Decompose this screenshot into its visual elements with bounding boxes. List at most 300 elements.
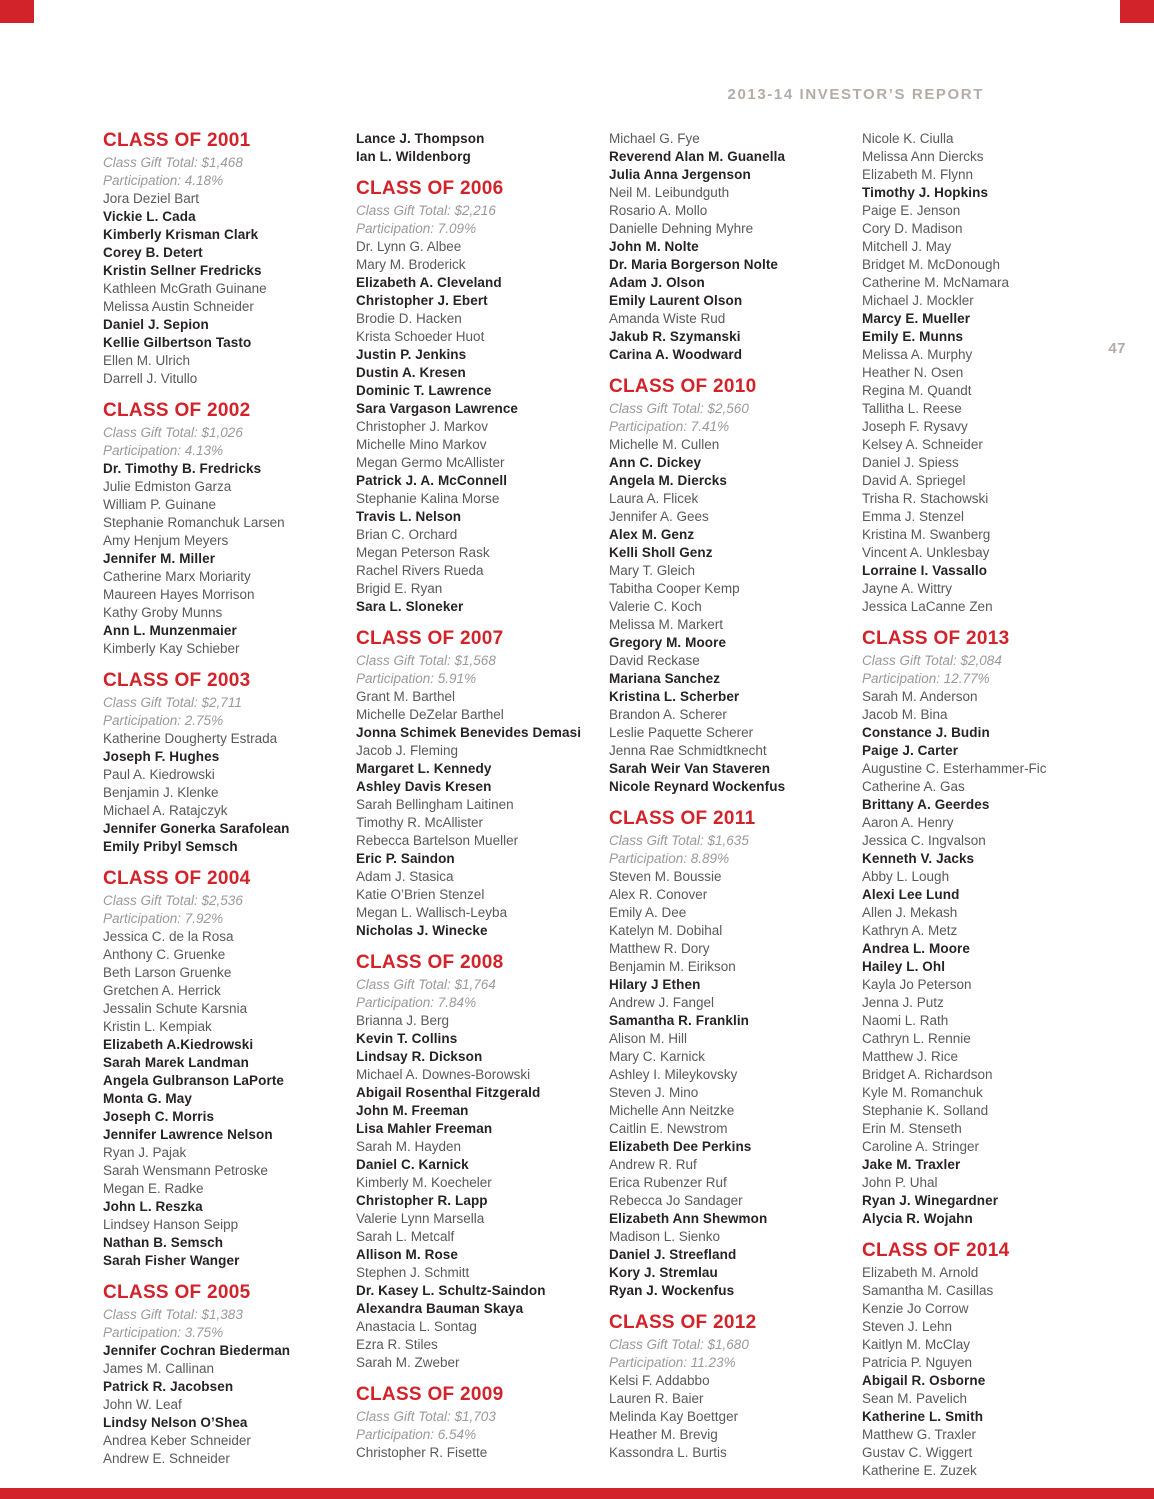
donor-name-list xyxy=(103,928,340,1270)
class-gift-total: Class Gift Total: $1,026 xyxy=(103,425,243,440)
donor-name: Brigid E. Ryan xyxy=(356,581,443,596)
donor-name: Jora Deziel Bart xyxy=(103,191,200,206)
class-section xyxy=(356,952,593,1372)
donor-name-list xyxy=(356,1012,593,1372)
donor-name: Melinda Kay Boettger xyxy=(609,1409,739,1424)
donor-name: Benjamin M. Eirikson xyxy=(609,959,736,974)
donor-name: Kevin T. Collins xyxy=(356,1031,458,1046)
donor-name: Regina M. Quandt xyxy=(862,383,972,398)
donor-name: Joseph F. Rysavy xyxy=(862,419,968,434)
donor-name: Mitchell J. May xyxy=(862,239,952,254)
donor-name: Jessalin Schute Karsnia xyxy=(103,1001,248,1016)
donor-name: Kellie Gilbertson Tasto xyxy=(103,335,252,350)
donor-name: Maureen Hayes Morrison xyxy=(103,587,255,602)
class-participation: Participation: 4.13% xyxy=(103,443,224,458)
donor-name-list xyxy=(103,1342,340,1468)
donor-name: Danielle Dehning Myhre xyxy=(609,221,754,236)
donor-name: Andrew J. Fangel xyxy=(609,995,715,1010)
donor-name: Adam J. Stasica xyxy=(356,869,454,884)
donor-name: Rosario A. Mollo xyxy=(609,203,708,218)
class-section xyxy=(609,1312,846,1462)
donor-name: Timothy J. Hopkins xyxy=(862,185,989,200)
donor-name: Gregory M. Moore xyxy=(609,635,727,650)
donor-name: Daniel J. Spiess xyxy=(862,455,959,470)
donor-name: Melissa A. Murphy xyxy=(862,347,973,362)
donor-name: Andrew E. Schneider xyxy=(103,1451,230,1466)
page-number: 47 xyxy=(1108,340,1126,357)
donor-name: Emily A. Dee xyxy=(609,905,687,920)
donor-name: Alex M. Genz xyxy=(609,527,695,542)
donor-name: Abby L. Lough xyxy=(862,869,950,884)
donor-name: Kimberly Krisman Clark xyxy=(103,227,259,242)
donor-name: Beth Larson Gruenke xyxy=(103,965,232,980)
donor-name: David Reckase xyxy=(609,653,700,668)
class-section-title: CLASS OF 2006 xyxy=(356,178,504,199)
donor-name: John P. Uhal xyxy=(862,1175,938,1190)
donor-name: Nicholas J. Winecke xyxy=(356,923,488,938)
donor-name-list xyxy=(609,1372,846,1462)
donor-name: Emma J. Stenzel xyxy=(862,509,965,524)
donor-name: Cory D. Madison xyxy=(862,221,963,236)
donor-name-list xyxy=(103,190,340,388)
donor-name-list xyxy=(862,688,1099,1228)
donor-name: Brandon A. Scherer xyxy=(609,707,727,722)
donor-name: Madison L. Sienko xyxy=(609,1229,721,1244)
donor-name: Adam J. Olson xyxy=(609,275,705,290)
donor-name: Dustin A. Kresen xyxy=(356,365,466,380)
donor-name: Kenneth V. Jacks xyxy=(862,851,975,866)
donor-name: Megan Peterson Rask xyxy=(356,545,490,560)
donor-name: Matthew G. Traxler xyxy=(862,1427,977,1442)
donor-name: Valerie C. Koch xyxy=(609,599,702,614)
column-4 xyxy=(862,130,1115,1480)
class-gift-total: Class Gift Total: $1,764 xyxy=(356,977,496,992)
donor-name: Ashley Davis Kresen xyxy=(356,779,492,794)
class-gift-total: Class Gift Total: $1,568 xyxy=(356,653,496,668)
donor-name: Marcy E. Mueller xyxy=(862,311,971,326)
donor-name: Michelle DeZelar Barthel xyxy=(356,707,504,722)
donor-name: John L. Reszka xyxy=(103,1199,203,1214)
class-section-title: CLASS OF 2007 xyxy=(356,628,504,649)
class-gift-total: Class Gift Total: $2,216 xyxy=(356,203,496,218)
donor-name: Kathy Groby Munns xyxy=(103,605,223,620)
donor-name: Ryan J. Winegardner xyxy=(862,1193,999,1208)
donor-name: Megan L. Wallisch-Leyba xyxy=(356,905,508,920)
donor-name-list xyxy=(356,130,593,166)
donor-name-list xyxy=(356,1444,593,1462)
class-participation: Participation: 6.54% xyxy=(356,1427,477,1442)
donor-name: Kathleen McGrath Guinane xyxy=(103,281,267,296)
class-section-title: CLASS OF 2001 xyxy=(103,130,251,151)
donor-name: Stephanie Kalina Morse xyxy=(356,491,500,506)
class-section-title: CLASS OF 2004 xyxy=(103,868,251,889)
donor-name: Lorraine I. Vassallo xyxy=(862,563,988,578)
donor-name: Jennifer Lawrence Nelson xyxy=(103,1127,273,1142)
class-section xyxy=(103,868,340,1270)
donor-name: Monta G. May xyxy=(103,1091,192,1106)
donor-name: Christopher J. Ebert xyxy=(356,293,488,308)
donor-name: Rebecca Jo Sandager xyxy=(609,1193,743,1208)
donor-name: Steven J. Lehn xyxy=(862,1319,953,1334)
donor-name: Valerie Lynn Marsella xyxy=(356,1211,485,1226)
donor-name: Catherine M. McNamara xyxy=(862,275,1010,290)
donor-name: Jenna Rae Schmidtknecht xyxy=(609,743,767,758)
donor-name: Dominic T. Lawrence xyxy=(356,383,492,398)
donor-name: Brianna J. Berg xyxy=(356,1013,450,1028)
report-title: 2013-14 INVESTOR’S REPORT xyxy=(727,86,984,103)
donor-name: Jennifer Gonerka Sarafolean xyxy=(103,821,290,836)
donor-name: Lindsay R. Dickson xyxy=(356,1049,483,1064)
donor-name: Patricia P. Nguyen xyxy=(862,1355,973,1370)
donor-name: Catherine Marx Moriarity xyxy=(103,569,251,584)
class-section-title: CLASS OF 2012 xyxy=(609,1312,757,1333)
donor-name-list xyxy=(609,868,846,1300)
donor-name: Caitlin E. Newstrom xyxy=(609,1121,728,1136)
class-participation: Participation: 7.41% xyxy=(609,419,730,434)
donor-name: Sarah Weir Van Staveren xyxy=(609,761,771,776)
donor-name: Timothy R. McAllister xyxy=(356,815,484,830)
donor-name: Krista Schoeder Huot xyxy=(356,329,485,344)
donor-name: Christopher J. Markov xyxy=(356,419,489,434)
donor-name: Reverend Alan M. Guanella xyxy=(609,149,786,164)
donor-name: Mary M. Broderick xyxy=(356,257,466,272)
donor-name: Naomi L. Rath xyxy=(862,1013,949,1028)
class-section xyxy=(103,670,340,856)
class-section xyxy=(862,130,1099,616)
column-3 xyxy=(609,130,862,1480)
donor-name: Dr. Kasey L. Schultz-Saindon xyxy=(356,1283,546,1298)
donor-name: Mary C. Karnick xyxy=(609,1049,706,1064)
donor-name: Alexandra Bauman Skaya xyxy=(356,1301,524,1316)
donor-name: Vickie L. Cada xyxy=(103,209,196,224)
class-gift-total: Class Gift Total: $2,084 xyxy=(862,653,1002,668)
donor-name: Andrea L. Moore xyxy=(862,941,971,956)
class-section xyxy=(356,130,593,166)
donor-name: Sarah M. Zweber xyxy=(356,1355,460,1370)
donor-name: Paul A. Kiedrowski xyxy=(103,767,215,782)
bottom-red-bar xyxy=(0,1488,1154,1499)
donor-name: Jacob M. Bina xyxy=(862,707,948,722)
class-participation: Participation: 3.75% xyxy=(103,1325,224,1340)
donor-name: Katie O’Brien Stenzel xyxy=(356,887,485,902)
donor-name: Catherine A. Gas xyxy=(862,779,965,794)
class-section xyxy=(862,1240,1099,1480)
donor-name: Alexi Lee Lund xyxy=(862,887,960,902)
class-gift-total: Class Gift Total: $1,383 xyxy=(103,1307,243,1322)
donor-name: Daniel J. Sepion xyxy=(103,317,209,332)
donor-name: Corey B. Detert xyxy=(103,245,203,260)
class-participation: Participation: 7.84% xyxy=(356,995,477,1010)
donor-name: Erica Rubenzer Ruf xyxy=(609,1175,727,1190)
donor-name: Vincent A. Unklesbay xyxy=(862,545,990,560)
donor-name: Sarah Marek Landman xyxy=(103,1055,249,1070)
donor-name: Julia Anna Jergenson xyxy=(609,167,751,182)
donor-name: Alex R. Conover xyxy=(609,887,708,902)
donor-name: Anthony C. Gruenke xyxy=(103,947,226,962)
class-section xyxy=(356,178,593,616)
donor-name: Paige J. Carter xyxy=(862,743,959,758)
donor-name: Alison M. Hill xyxy=(609,1031,688,1046)
donor-name: Brian C. Orchard xyxy=(356,527,458,542)
donor-name: Jennifer Cochran Biederman xyxy=(103,1343,291,1358)
donor-name: Jessica C. de la Rosa xyxy=(103,929,234,944)
donor-name: Angela Gulbranson LaPorte xyxy=(103,1073,285,1088)
class-section-title: CLASS OF 2013 xyxy=(862,628,1010,649)
donor-name: Lindsy Nelson O’Shea xyxy=(103,1415,248,1430)
donor-name: Amanda Wiste Rud xyxy=(609,311,726,326)
donor-name: Jessica C. Ingvalson xyxy=(862,833,986,848)
class-participation: Participation: 7.92% xyxy=(103,911,224,926)
class-gift-total: Class Gift Total: $2,711 xyxy=(103,695,242,710)
donor-name: Katherine L. Smith xyxy=(862,1409,984,1424)
donor-name: Elizabeth M. Arnold xyxy=(862,1265,979,1280)
column-1 xyxy=(103,130,356,1480)
class-participation: Participation: 2.75% xyxy=(103,713,224,728)
donor-name: Margaret L. Kennedy xyxy=(356,761,492,776)
donor-name: Jonna Schimek Benevides Demasi xyxy=(356,725,582,740)
donor-name: Elizabeth M. Flynn xyxy=(862,167,974,182)
donor-name: Ryan J. Pajak xyxy=(103,1145,187,1160)
donor-name: Samantha M. Casillas xyxy=(862,1283,994,1298)
donor-name: Steven J. Mino xyxy=(609,1085,699,1100)
donor-name: Megan E. Radke xyxy=(103,1181,204,1196)
donor-name: Sarah Wensmann Petroske xyxy=(103,1163,268,1178)
donor-name: Sara Vargason Lawrence xyxy=(356,401,519,416)
donor-name: Travis L. Nelson xyxy=(356,509,462,524)
donor-name: Alycia R. Wojahn xyxy=(862,1211,973,1226)
donor-name: Ashley I. Mileykovsky xyxy=(609,1067,738,1082)
class-section xyxy=(862,628,1099,1228)
donor-name: Allen J. Mekash xyxy=(862,905,958,920)
donor-name: Patrick R. Jacobsen xyxy=(103,1379,234,1394)
donor-name: Brittany A. Geerdes xyxy=(862,797,990,812)
donor-name: Dr. Lynn G. Albee xyxy=(356,239,462,254)
donor-name: Kelli Sholl Genz xyxy=(609,545,713,560)
donor-name-list xyxy=(356,238,593,616)
class-participation: Participation: 7.09% xyxy=(356,221,477,236)
donor-name: Nicole K. Ciulla xyxy=(862,131,954,146)
donor-name: Jacob J. Fleming xyxy=(356,743,459,758)
donor-name: Jakub R. Szymanski xyxy=(609,329,741,344)
donor-name: Lance J. Thompson xyxy=(356,131,485,146)
class-participation: Participation: 12.77% xyxy=(862,671,990,686)
class-section-title: CLASS OF 2008 xyxy=(356,952,504,973)
donor-name: Nicole Reynard Wockenfus xyxy=(609,779,786,794)
donor-name: Samantha R. Franklin xyxy=(609,1013,750,1028)
donor-name: Elizabeth A. Cleveland xyxy=(356,275,502,290)
donor-name: Daniel J. Streefland xyxy=(609,1247,737,1262)
class-section-title: CLASS OF 2011 xyxy=(609,808,756,829)
donor-name: Jayne A. Wittry xyxy=(862,581,953,596)
donor-name: Sarah Fisher Wanger xyxy=(103,1253,240,1268)
donor-name: Ian L. Wildenborg xyxy=(356,149,471,164)
donor-name-list xyxy=(862,1264,1099,1480)
donor-name: Steven M. Boussie xyxy=(609,869,722,884)
donor-name: Michael J. Mockler xyxy=(862,293,974,308)
donor-name: Carina A. Woodward xyxy=(609,347,743,362)
class-gift-total: Class Gift Total: $1,680 xyxy=(609,1337,749,1352)
donor-name: Joseph C. Morris xyxy=(103,1109,215,1124)
donor-name: Neil M. Leibundguth xyxy=(609,185,730,200)
donor-name: Michelle Mino Markov xyxy=(356,437,487,452)
donor-name: Sarah L. Metcalf xyxy=(356,1229,455,1244)
donor-name: Trisha R. Stachowski xyxy=(862,491,989,506)
class-gift-total: Class Gift Total: $1,635 xyxy=(609,833,749,848)
donor-name: Kory J. Stremlau xyxy=(609,1265,718,1280)
donor-name: Melissa Austin Schneider xyxy=(103,299,254,314)
donor-name-list xyxy=(103,730,340,856)
donor-name: Sara L. Sloneker xyxy=(356,599,464,614)
donor-name: Tabitha Cooper Kemp xyxy=(609,581,740,596)
donor-name: John M. Freeman xyxy=(356,1103,469,1118)
top-right-red-corner-mark xyxy=(1120,0,1154,23)
column-2 xyxy=(356,130,609,1480)
donor-name: Dr. Timothy B. Fredricks xyxy=(103,461,262,476)
donor-name: Matthew J. Rice xyxy=(862,1049,959,1064)
donor-name: John W. Leaf xyxy=(103,1397,182,1412)
donor-name: Kyle M. Romanchuk xyxy=(862,1085,983,1100)
donor-name: Rebecca Bartelson Mueller xyxy=(356,833,519,848)
donor-name: Kimberly M. Koecheler xyxy=(356,1175,492,1190)
donor-name: Katherine Dougherty Estrada xyxy=(103,731,278,746)
donor-name: Abigail Rosenthal Fitzgerald xyxy=(356,1085,541,1100)
donor-name-list xyxy=(862,130,1099,616)
donor-name: Amy Henjum Meyers xyxy=(103,533,229,548)
donor-name: Paige E. Jenson xyxy=(862,203,961,218)
donor-name: Mary T. Gleich xyxy=(609,563,696,578)
donor-name: Constance J. Budin xyxy=(862,725,990,740)
donor-name: Gustav C. Wiggert xyxy=(862,1445,973,1460)
donor-name: Cathryn L. Rennie xyxy=(862,1031,971,1046)
donor-name: Kelsi F. Addabbo xyxy=(609,1373,710,1388)
donor-name-list xyxy=(356,688,593,940)
donor-name: Daniel C. Karnick xyxy=(356,1157,469,1172)
donor-name: Christopher R. Lapp xyxy=(356,1193,488,1208)
donor-name: Dr. Maria Borgerson Nolte xyxy=(609,257,779,272)
class-section xyxy=(356,628,593,940)
class-section-title: CLASS OF 2010 xyxy=(609,376,757,397)
donor-name: Michael A. Downes-Borowski xyxy=(356,1067,531,1082)
donor-name: Jennifer M. Miller xyxy=(103,551,216,566)
donor-name: John M. Nolte xyxy=(609,239,699,254)
donor-name: Hilary J Ethen xyxy=(609,977,701,992)
donor-name: Jake M. Traxler xyxy=(862,1157,961,1172)
donor-name: Kristin Sellner Fredricks xyxy=(103,263,262,278)
donor-name: Elizabeth A.Kiedrowski xyxy=(103,1037,254,1052)
donor-name: Stephanie K. Solland xyxy=(862,1103,989,1118)
donor-name: Megan Germo McAllister xyxy=(356,455,505,470)
donor-name: Ezra R. Stiles xyxy=(356,1337,438,1352)
donor-name: Emily E. Munns xyxy=(862,329,964,344)
class-section xyxy=(609,130,846,364)
donor-name: Elizabeth Ann Shewmon xyxy=(609,1211,768,1226)
donor-name: Jenna J. Putz xyxy=(862,995,944,1010)
donor-name: Andrew R. Ruf xyxy=(609,1157,697,1172)
donor-name: Augustine C. Esterhammer-Fic xyxy=(862,761,1047,776)
donor-name: Lisa Mahler Freeman xyxy=(356,1121,493,1136)
class-section xyxy=(356,1384,593,1462)
class-section xyxy=(103,400,340,658)
donor-name: Kenzie Jo Corrow xyxy=(862,1301,969,1316)
donor-name: Kayla Jo Peterson xyxy=(862,977,972,992)
class-section xyxy=(609,376,846,796)
donor-name: Emily Pribyl Semsch xyxy=(103,839,238,854)
donor-name: Darrell J. Vitullo xyxy=(103,371,198,386)
donor-name: Jennifer A. Gees xyxy=(609,509,709,524)
donor-name: Gretchen A. Herrick xyxy=(103,983,221,998)
donor-name: David A. Spriegel xyxy=(862,473,966,488)
donor-name: Ryan J. Wockenfus xyxy=(609,1283,735,1298)
class-participation: Participation: 4.18% xyxy=(103,173,224,188)
donor-name: Ann C. Dickey xyxy=(609,455,702,470)
donor-name: Kassondra L. Burtis xyxy=(609,1445,727,1460)
donor-name: Benjamin J. Klenke xyxy=(103,785,219,800)
class-section-title: CLASS OF 2002 xyxy=(103,400,251,421)
donor-name: Stephanie Romanchuk Larsen xyxy=(103,515,285,530)
class-section xyxy=(609,808,846,1300)
donor-name: Tallitha L. Reese xyxy=(862,401,962,416)
donor-name: Elizabeth Dee Perkins xyxy=(609,1139,752,1154)
columns-container xyxy=(103,130,1115,1480)
class-section-title: CLASS OF 2003 xyxy=(103,670,251,691)
donor-name: Sarah M. Anderson xyxy=(862,689,978,704)
donor-name: Brodie D. Hacken xyxy=(356,311,462,326)
donor-name: Katherine E. Zuzek xyxy=(862,1463,977,1478)
donor-name: Joseph F. Hughes xyxy=(103,749,220,764)
donor-name: Bridget A. Richardson xyxy=(862,1067,993,1082)
donor-name: Allison M. Rose xyxy=(356,1247,459,1262)
donor-name: Matthew R. Dory xyxy=(609,941,710,956)
donor-name: Kristina L. Scherber xyxy=(609,689,740,704)
donor-name: Emily Laurent Olson xyxy=(609,293,743,308)
donor-name: Katelyn M. Dobihal xyxy=(609,923,723,938)
donor-name: Abigail R. Osborne xyxy=(862,1373,986,1388)
donor-name: Michelle M. Cullen xyxy=(609,437,720,452)
donor-name: Aaron A. Henry xyxy=(862,815,954,830)
donor-name: Sean M. Pavelich xyxy=(862,1391,968,1406)
donor-name-list xyxy=(609,436,846,796)
donor-name: Kristin L. Kempiak xyxy=(103,1019,212,1034)
donor-name: Julie Edmiston Garza xyxy=(103,479,232,494)
donor-name: Laura A. Flicek xyxy=(609,491,699,506)
class-participation: Participation: 5.91% xyxy=(356,671,477,686)
donor-name: Kristina M. Swanberg xyxy=(862,527,991,542)
class-participation: Participation: 8.89% xyxy=(609,851,730,866)
donor-name: Kimberly Kay Schieber xyxy=(103,641,240,656)
donor-name: Justin P. Jenkins xyxy=(356,347,467,362)
donor-name: Nathan B. Semsch xyxy=(103,1235,224,1250)
class-gift-total: Class Gift Total: $1,468 xyxy=(103,155,243,170)
donor-name-list xyxy=(609,130,846,364)
donor-name: Michael G. Fye xyxy=(609,131,700,146)
class-section-title: CLASS OF 2005 xyxy=(103,1282,251,1303)
donor-name: Sarah Bellingham Laitinen xyxy=(356,797,514,812)
donor-name: Bridget M. McDonough xyxy=(862,257,1001,272)
donor-name: Ann L. Munzenmaier xyxy=(103,623,237,638)
donor-name-list xyxy=(103,460,340,658)
donor-name: Ellen M. Ulrich xyxy=(103,353,191,368)
donor-name: James M. Callinan xyxy=(103,1361,215,1376)
class-section-title: CLASS OF 2014 xyxy=(862,1240,1010,1261)
donor-name: Lindsey Hanson Seipp xyxy=(103,1217,239,1232)
donor-name: Kaitlyn M. McClay xyxy=(862,1337,971,1352)
donor-name: Erin M. Stenseth xyxy=(862,1121,962,1136)
donor-name: Stephen J. Schmitt xyxy=(356,1265,470,1280)
donor-name: Kelsey A. Schneider xyxy=(862,437,983,452)
donor-name: Rachel Rivers Rueda xyxy=(356,563,484,578)
donor-name: Christopher R. Fisette xyxy=(356,1445,488,1460)
donor-name: Melissa Ann Diercks xyxy=(862,149,984,164)
